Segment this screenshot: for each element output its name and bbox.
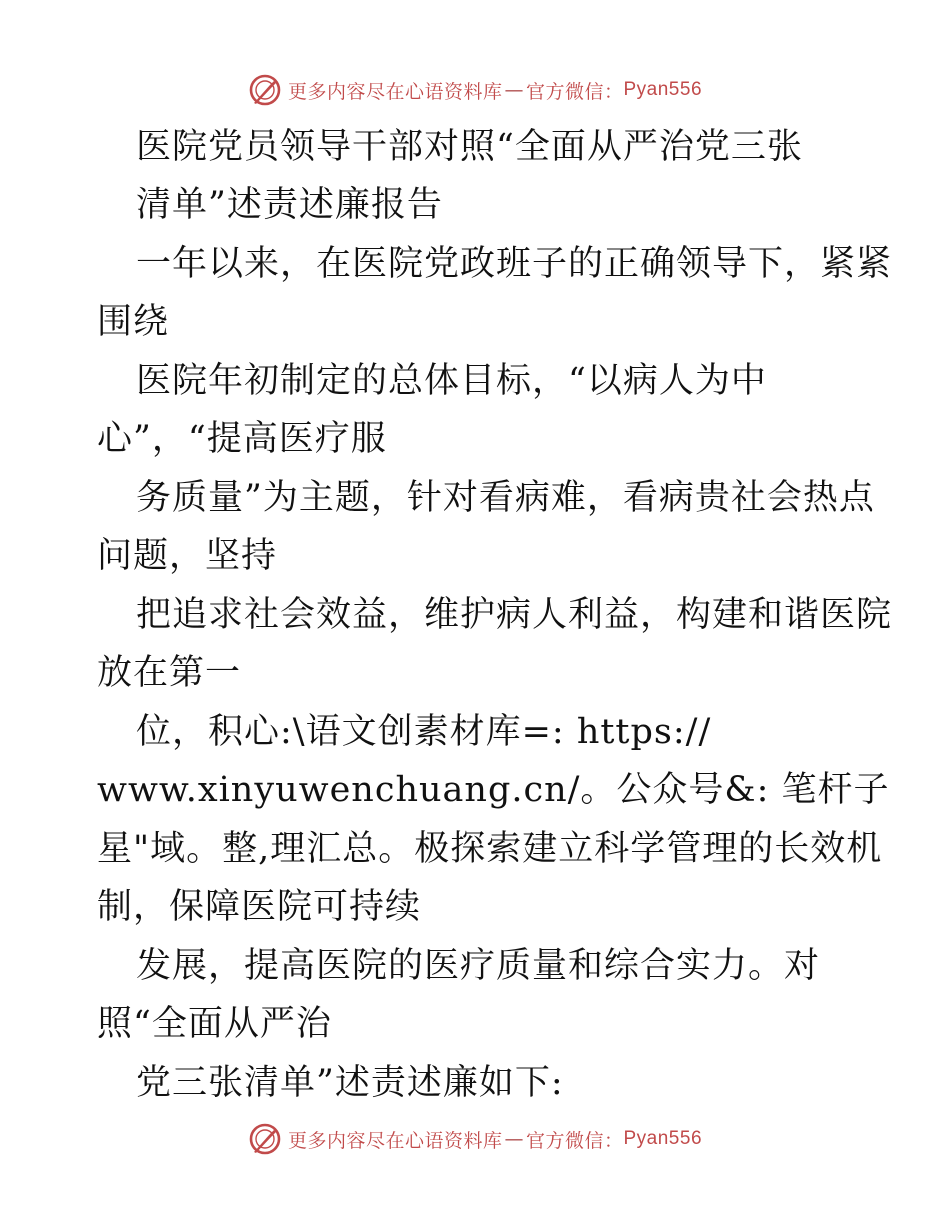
title-line-1: 医院党员领导干部对照“全面从严治党三张 <box>136 127 803 167</box>
paragraph-line: 把追求社会效益，维护病人利益，构建和谐医院 <box>136 595 893 635</box>
pen-circle-logo-icon <box>248 1122 282 1156</box>
paragraph-line: 心”，“提高医疗服 <box>97 419 387 459</box>
paragraph-line: www.xinyuwenchuang.cn/。公众号&: 笔杆子 <box>97 770 890 810</box>
paragraph-line: 星"域。整,理汇总。极探索建立科学管理的长效机 <box>97 829 883 869</box>
paragraph-line: 照“全面从严治 <box>97 1004 332 1044</box>
paragraph-line: 放在第一 <box>97 653 242 693</box>
banner-wechat-label: 官方微信： <box>525 80 624 103</box>
paragraph-line: 发展，提高医院的医疗质量和综合实力。对 <box>136 946 821 986</box>
paragraph-line: 务质量”为主题，针对看病难，看病贵社会热点 <box>136 478 875 518</box>
paragraph-line: 制，保障医院可持续 <box>97 887 422 927</box>
banner-wechat-label: 官方微信： <box>525 1129 624 1152</box>
paragraph-line: 医院年初制定的总体目标，“以病人为中 <box>136 361 767 401</box>
paragraph-line: 位，积心:\语文创素材库=: https:// <box>136 712 712 752</box>
banner-separator: — <box>504 79 524 101</box>
paragraph-line: 一年以来，在医院党政班子的正确领导下，紧紧 <box>136 244 893 284</box>
banner-text: 更多内容尽在心语资料库 <box>287 80 503 103</box>
banner-text: 更多内容尽在心语资料库 <box>287 1129 503 1152</box>
banner-wechat-id: Pyan556 <box>623 79 703 100</box>
title-line-2: 清单”述责述廉报告 <box>136 185 443 225</box>
pen-circle-logo-icon <box>248 73 282 107</box>
paragraph-line: 围绕 <box>97 302 170 342</box>
banner-wechat-id: Pyan556 <box>623 1128 703 1149</box>
header-banner <box>0 70 950 110</box>
paragraph-line: 党三张清单”述责述廉如下: <box>136 1063 564 1103</box>
footer-banner <box>0 1119 950 1159</box>
banner-separator: — <box>504 1128 524 1150</box>
paragraph-line: 问题，坚持 <box>97 536 278 576</box>
